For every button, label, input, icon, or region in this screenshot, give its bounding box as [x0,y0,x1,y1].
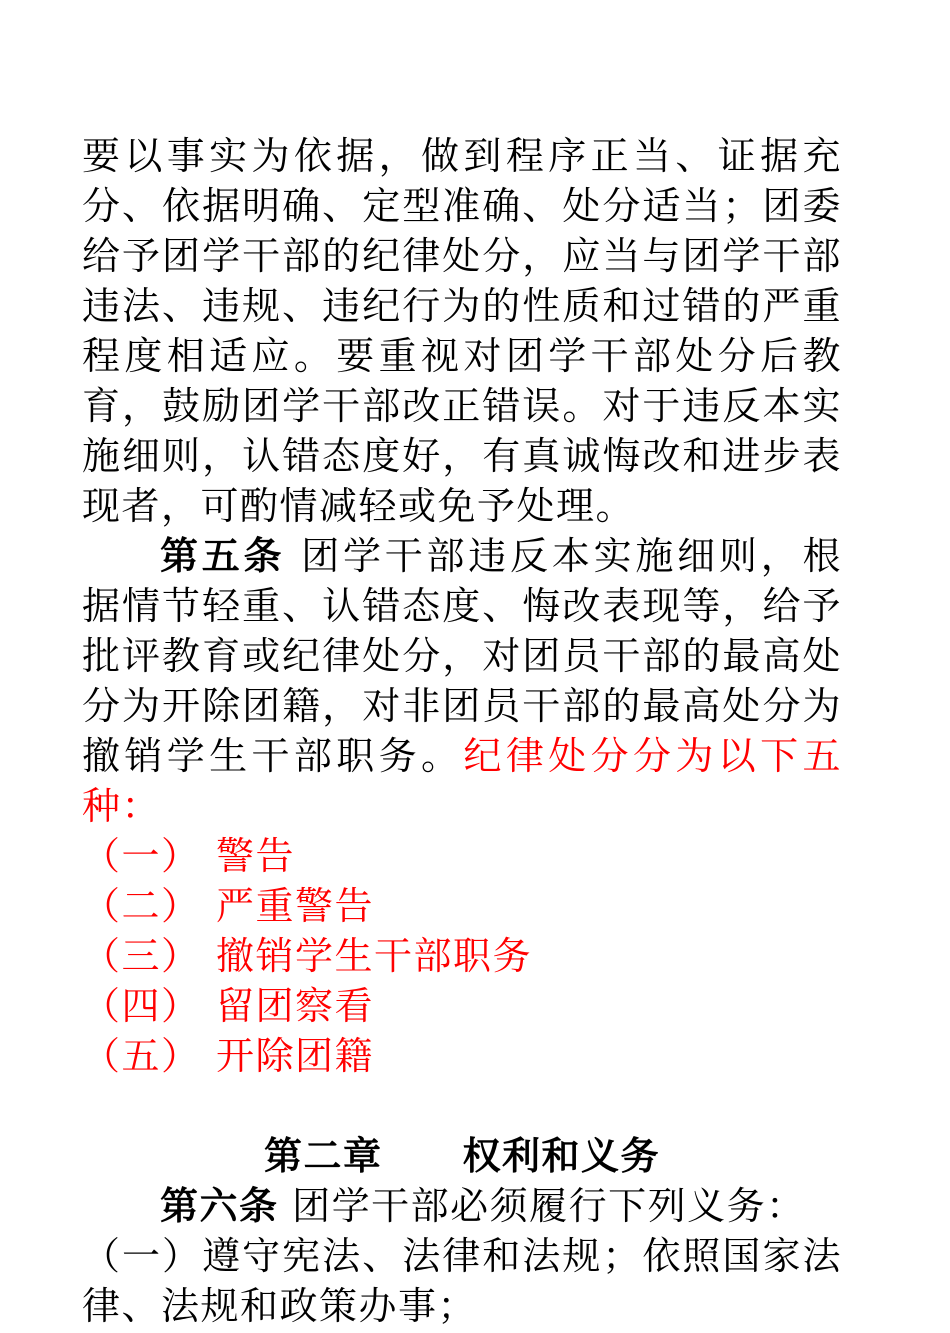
article-6-text: 团学干部必须履行下列义务： [292,1184,806,1228]
chapter-number: 第二章 [263,1133,383,1178]
list-item [82,831,842,881]
blank-line [82,1081,842,1131]
chapter-heading [82,1131,842,1181]
list-item-number: （一） [82,834,201,878]
article-5-text: 团学干部违反本实施细则，根据情节轻重、认错态度、悔改表现等，给予批评教育或纪律处分，对团员干部的最高处分为开除团籍，对非团员干部的最高处分为撤销学生干部职务。 [82,534,842,778]
list-item-text: 严重警告 [216,884,375,928]
list-item-number: （五） [82,1034,201,1078]
paragraph-discipline-principles: 要以事实为依据，做到程序正当、证据充分、依据明确、定型准确、处分适当；团委给予团学干部的纪律处分，应当与团学干部违法、违规、违纪行为的性质和过错的严重程度相适应。要重视对团学干部处分后教育，鼓励团学干部改正错误。对于违反本实施细则，认错态度好，有真诚悔改和进步表现者，可酌情减轻或免予处理。 [82,134,842,528]
article-5 [82,531,842,831]
list-item [82,881,842,931]
list-item-number: （四） [82,984,201,1028]
list-item-number: （二） [82,884,201,928]
list-item [82,1031,842,1081]
list-item-number: （三） [82,934,201,978]
article-6-item-1: （一）遵守宪法、法律和法规；依照国家法律、法规和政策办事； [82,1234,842,1328]
article-6 [82,1181,842,1231]
chapter-title: 权利和义务 [462,1133,661,1178]
list-item-text: 开除团籍 [216,1034,375,1078]
list-item-text: 撤销学生干部职务 [216,934,533,978]
document-page [82,131,842,1331]
article-5-label: 第五条 [160,533,286,578]
list-item-text: 警告 [216,834,296,878]
list-item-text: 留团察看 [216,984,375,1028]
article-6-label: 第六条 [160,1183,279,1228]
list-item [82,981,842,1031]
list-item [82,931,842,981]
article-5-red-text: 纪律处分分为以下五种： [82,734,842,828]
punishment-list [82,831,842,1081]
